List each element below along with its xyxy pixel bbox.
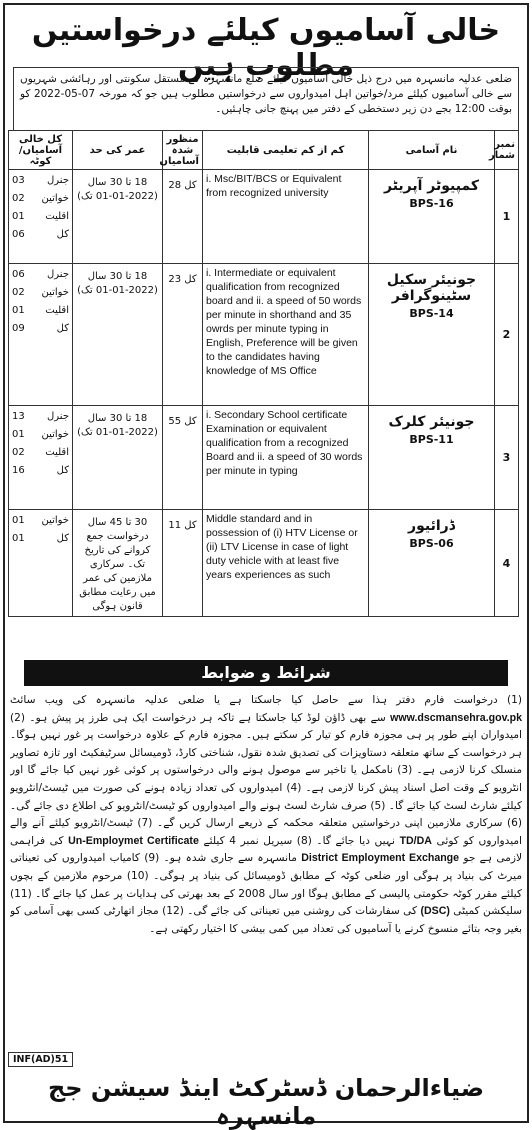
- quota-line: جنرل 03: [12, 175, 69, 186]
- row-number: 3: [495, 406, 519, 510]
- qualification-cell: i. Intermediate or equivalent qualification from recognized board and ii. a speed of 50 words per minute in shorthand and 35 owrds per minute typing in English, Preference will be given to the candidates having knowledge of MS Office: [203, 264, 369, 406]
- quota-line: اقلیت 02: [12, 447, 69, 458]
- qualification-cell: i. Msc/BIT/BCS or Equivalent from recognized university: [203, 170, 369, 264]
- terms-heading: شرائط و ضوابط: [24, 660, 508, 686]
- row-number: 4: [495, 510, 519, 617]
- count-cell: کل 55: [163, 406, 203, 510]
- post-cell: ڈرائیور BPS-06: [369, 510, 495, 617]
- header-quota: کل خالی آسامیاں/کوٹہ: [9, 131, 73, 170]
- quota-line: اقلیت 01: [12, 211, 69, 222]
- quota-line: جنرل 13: [12, 411, 69, 422]
- qualification-cell: i. Secondary School certificate Examination or equivalent qualification from a recognized Board and ii. a speed of 30 words per minute in typing: [203, 406, 369, 510]
- table-row: [9, 406, 519, 510]
- terms-body: (1) درخواست فارم دفتر ہذا سے حاصل کیا جاسکتا ہے یا ضلعی عدلیہ مانسہرہ کی ویب سائٹ www.dscmansehra.gov.pk سے بھی ڈاؤن لوڈ کیا جاسکتا ہے تاکہ ہر درخواست ایک ہی طرز پر پیش ہو۔ (2) امیدواران اپنے طور پر ہی مجوزہ فارم کو تیار کر سکتے ہیں۔ مجوزہ فارم کے علاوہ درخواست پر غور نہیں ہوگا۔ ہر درخواست کے ساتھ متعلقہ دستاویزات کی تصدیق شدہ نقول، شناختی کارڈ، ڈومیسائل سرٹیفکیٹ اور تازہ تصاویر منسلک کرنا لازمی ہے۔ (3) نامکمل یا تاخیر سے موصول ہونے والی درخواستوں پر کوئی غور نہیں کیا جائے گا اور انٹرویو کے وقت اصل اسناد پیش کرنا لازمی ہے۔ (4) امیدواروں کی تعداد زیادہ ہونے کی صورت میں ٹیسٹ/انٹرویو کیلئے شارٹ لسٹ کیا جائے گا۔ (5) صرف شارٹ لسٹ ہونے والے امیدواروں کو ٹیسٹ/انٹرویو کی اطلاع دی جائے گی۔ (6) سرکاری ملازمین اپنی درخواستیں متعلقہ محکمہ کے ذریعے ارسال کریں گے۔ (7) ٹیسٹ/انٹرویو کیلئے آنے والے امیدواروں کو کوئی TD/DA نہیں دیا جائے گا۔ (8) سیریل نمبر 4 کیلئے Un-Employmet Certificate کی فراہمی لازمی ہے جو District Employment Exchange مانسہرہ سے جاری شدہ ہو۔ (9) کامیاب امیدواروں کی تعیناتی میرٹ کی بنیاد پر ہوگی اور ضلعی کوٹہ کے مطابق ڈومیسائل کی بنیاد پر ہوگی۔ (10) مرحوم ملازمین کے بچوں کیلئے مقرر کوٹہ حکومتی پالیسی کے مطابق ہوگا اور سال 2008 کے بعد بھرتی کی ہدایات پر عمل کیا جائے گا۔ (11) سلیکشن کمیٹی (DSC) کی سفارشات کی روشنی میں تعیناتی کی جائے گی۔ (12) مجاز اتھارٹی کسی بھی آسامی کو بغیر وجہ بتائے منسوخ کرنے یا آسامیوں کی تعداد میں کمی بیشی کا اختیار رکھتی ہے۔: [10, 694, 522, 935]
- quota-line: خواتین 01: [12, 429, 69, 440]
- header-number: نمبر شمار: [495, 131, 519, 170]
- website-link[interactable]: www.dscmansehra.gov.pk: [390, 711, 522, 724]
- age-cell: 18 تا 30 سال (01-01-2022 تک): [73, 406, 163, 510]
- row-number: 2: [495, 264, 519, 406]
- quota-cell: [9, 170, 73, 264]
- reference-code: INF(AD)51: [8, 1052, 73, 1067]
- quota-line: کل 09: [12, 323, 69, 334]
- quota-line: اقلیت 01: [12, 305, 69, 316]
- posts-table: [8, 130, 519, 617]
- post-cell: کمپیوٹر آپریٹر BPS-16: [369, 170, 495, 264]
- header-qualification: کم از کم تعلیمی قابلیت: [203, 131, 369, 170]
- intro-paragraph: ضلعی عدلیہ مانسہرہ میں درج ذیل خالی آسامیوں کیلئے ضلع مانسہرہ کے مستقل سکونتی اور رہائشی شہریوں سے خالی آسامیوں کیلئے مرد/خواتین اہل امیدواروں سے درخواستیں مطلوب ہیں جو کہ مورخہ 07-05-2022 کو بوقت 12:00 بجے دن زیر دستخطی کے دفتر میں پہنچ جانی چاہئیں۔: [13, 67, 519, 131]
- quota-line: خواتین 02: [12, 193, 69, 204]
- quota-line: کل 16: [12, 465, 69, 476]
- quota-cell: [9, 264, 73, 406]
- signature-line: ضیاءالرحمان ڈسٹرکٹ اینڈ سیشن جج مانسہرہ: [47, 1074, 485, 1130]
- age-cell: 18 تا 30 سال (01-01-2022 تک): [73, 264, 163, 406]
- qualification-cell: Middle standard and in possession of (i) HTV License or (ii) LTV License in case of light duty vehicle with at least five years experiences as such: [203, 510, 369, 617]
- page-title: خالی آسامیوں کیلئے درخواستیں مطلوب ہیں: [31, 13, 501, 83]
- table-row: [9, 510, 519, 617]
- table-row: [9, 170, 519, 264]
- age-cell: 18 تا 30 سال (01-01-2022 تک): [73, 170, 163, 264]
- header-count: منظور شدہ آسامیاں: [163, 131, 203, 170]
- post-cell: جونیئر سکیل سٹینوگرافر BPS-14: [369, 264, 495, 406]
- quota-line: خواتین 01: [12, 515, 69, 526]
- quota-line: کل 06: [12, 229, 69, 240]
- count-cell: کل 11: [163, 510, 203, 617]
- quota-line: کل 01: [12, 533, 69, 544]
- quota-cell: [9, 406, 73, 510]
- quota-cell: [9, 510, 73, 617]
- count-cell: کل 23: [163, 264, 203, 406]
- age-cell: 30 تا 45 سال درخواست جمع کروانے کی تاریخ تک۔ سرکاری ملازمین کی عمر میں رعایت مطابق قانون ہوگی: [73, 510, 163, 617]
- table-header-row: [9, 131, 519, 170]
- header-post: نام آسامی: [369, 131, 495, 170]
- table-row: [9, 264, 519, 406]
- header-age: عمر کی حد: [73, 131, 163, 170]
- count-cell: کل 28: [163, 170, 203, 264]
- row-number: 1: [495, 170, 519, 264]
- quota-line: خواتین 02: [12, 287, 69, 298]
- post-cell: جونیئر کلرک BPS-11: [369, 406, 495, 510]
- quota-line: جنرل 06: [12, 269, 69, 280]
